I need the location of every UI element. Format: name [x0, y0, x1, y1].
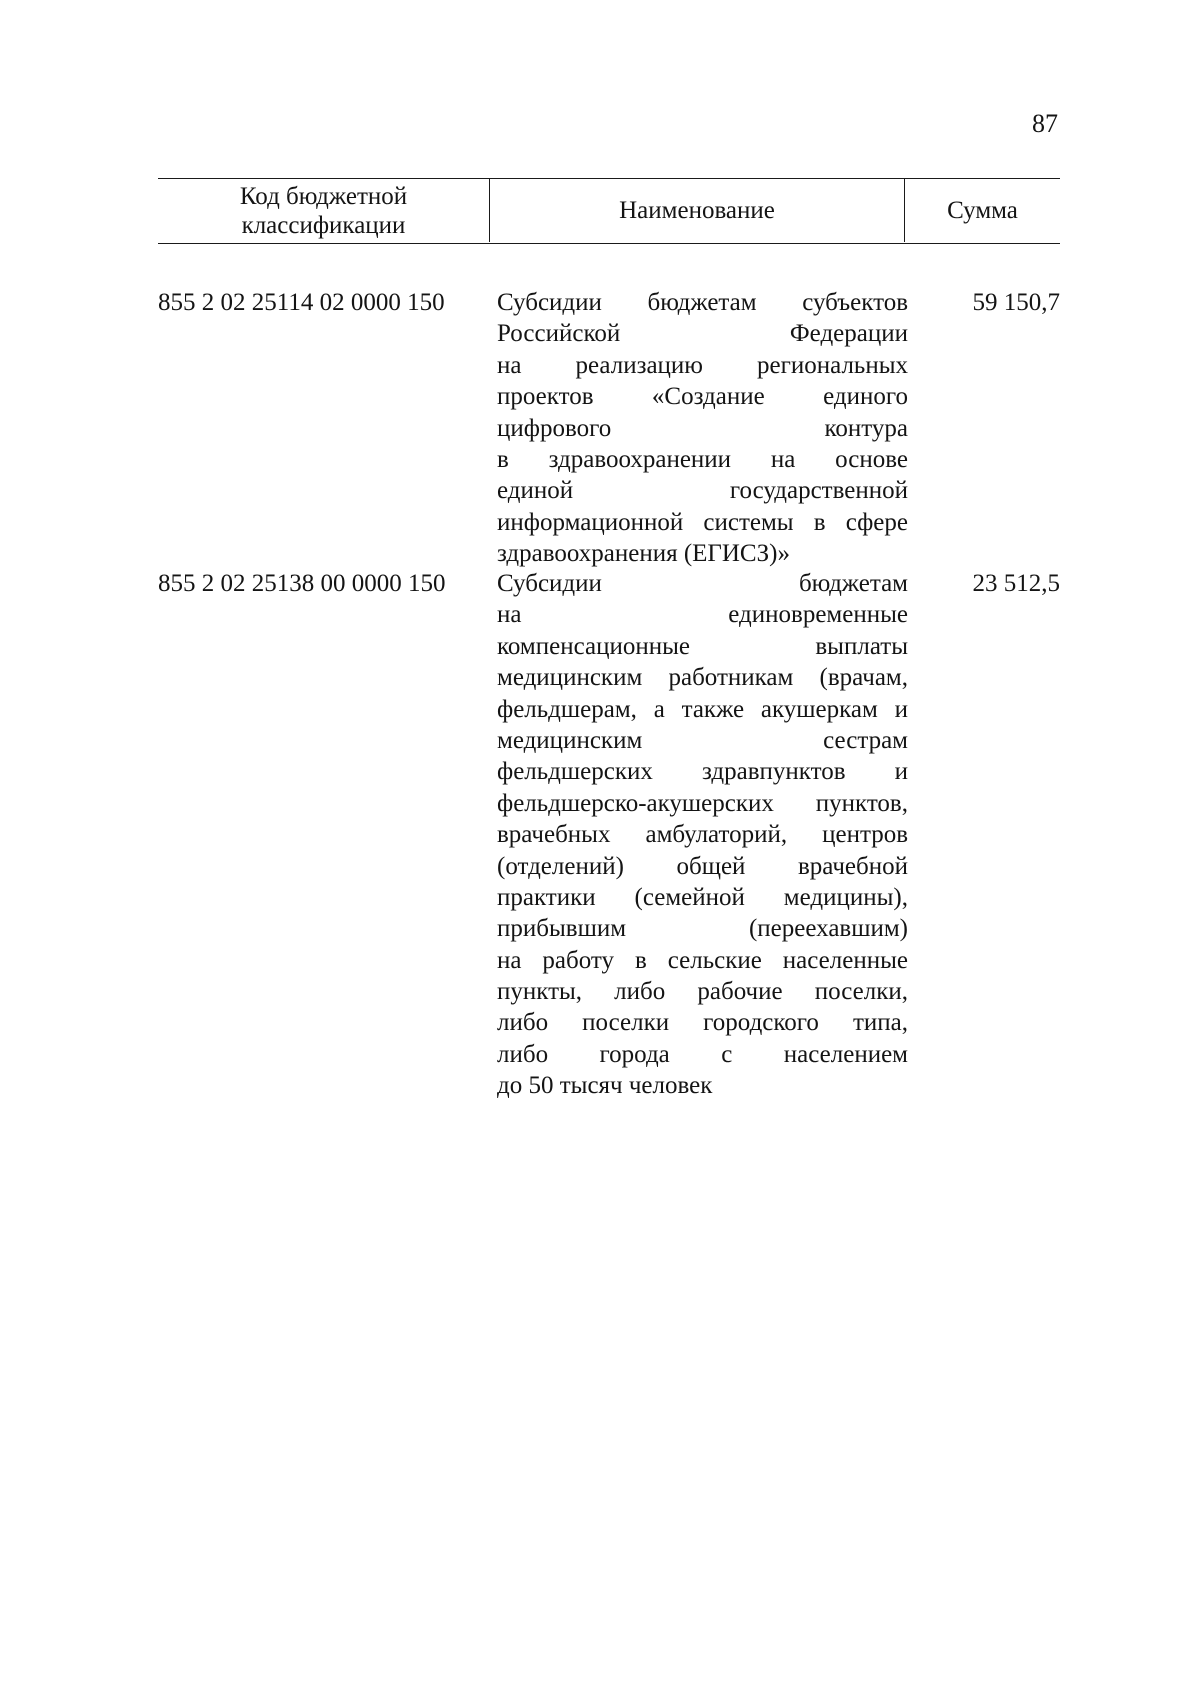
item-name-line: фельдшерам, а также акушеркам и — [497, 695, 908, 723]
item-name-line: практики (семейной медицины), — [497, 883, 908, 911]
item-name-line: Субсидии бюджетам субъектов — [497, 289, 908, 316]
item-name-line: на единовременные — [497, 601, 908, 629]
item-name-line: единой государственной — [497, 477, 908, 505]
item-name-line: на работу в сельские населенные — [497, 946, 908, 974]
item-name-line: медицинским сестрам — [497, 726, 908, 754]
item-sum: 23 512,5 — [972, 570, 1060, 597]
table-header-bottom-rule — [158, 243, 1060, 244]
budget-code: 855 2 02 25114 02 0000 150 — [158, 289, 445, 316]
item-name-line: либо поселки городского типа, — [497, 1009, 908, 1037]
page-number: 87 — [1032, 109, 1058, 138]
item-name-line: до 50 тысяч человек — [497, 1072, 713, 1100]
item-name-line: на реализацию региональных — [497, 351, 908, 379]
item-name-line: (отделений) общей врачебной — [497, 852, 908, 880]
item-name — [497, 287, 908, 570]
item-name-line: цифрового контура — [497, 414, 908, 442]
item-name-line: либо города с населением — [497, 1040, 908, 1068]
item-name-line: прибывшим (переехавшим) — [497, 915, 908, 943]
column-header-code — [158, 179, 489, 242]
item-name-line: Субсидии бюджетам — [497, 570, 908, 597]
item-name-line: медицинским работникам (врачам, — [497, 664, 908, 692]
item-name-line: информационной системы в сфере — [497, 508, 908, 536]
item-name-line: фельдшерских здравпунктов и — [497, 758, 908, 786]
column-header-code-line2: классификации — [241, 211, 406, 239]
item-name-line: проектов «Создание единого — [497, 383, 908, 411]
item-name — [497, 568, 908, 1102]
item-name-line: Российской Федерации — [497, 320, 908, 348]
budget-code: 855 2 02 25138 00 0000 150 — [158, 570, 446, 597]
item-name-line: в здравоохранении на основе — [497, 445, 908, 473]
item-name-line: пункты, либо рабочие поселки, — [497, 978, 908, 1006]
column-header-name: Наименование — [619, 197, 775, 224]
item-name-line: фельдшерско-акушерских пунктов, — [497, 789, 908, 817]
column-header-sum: Сумма — [947, 197, 1018, 224]
item-name-line: здравоохранения (ЕГИСЗ)» — [497, 540, 790, 568]
item-name-line: компенсационные выплаты — [497, 632, 908, 660]
item-name-line: врачебных амбулаторий, центров — [497, 821, 908, 849]
item-sum: 59 150,7 — [972, 289, 1060, 316]
column-header-code-line1: Код бюджетной — [239, 182, 408, 210]
